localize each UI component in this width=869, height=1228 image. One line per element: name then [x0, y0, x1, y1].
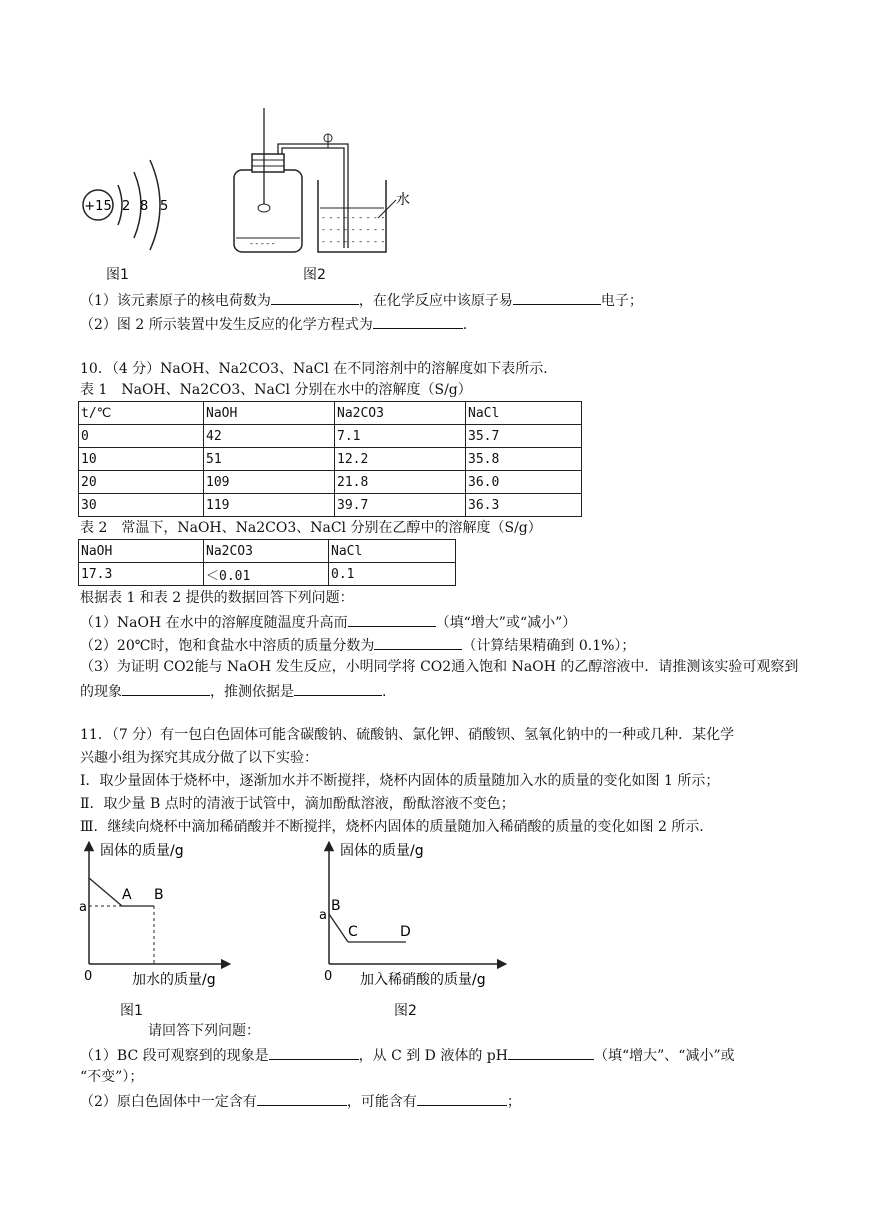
answer-blank-may-contain[interactable] — [417, 1091, 507, 1106]
q10-title: 10．（4 分）NaOH、Na2CO3、NaCl 在不同溶剂中的溶解度如下表所示． — [80, 361, 558, 377]
table-cell: 0 — [79, 425, 204, 448]
graph1-ylabel: 固体的质量/g — [100, 843, 184, 859]
q10-intro: 根据表 1 和表 2 提供的数据回答下列问题： — [80, 590, 354, 606]
answer-blank-trend[interactable] — [348, 612, 436, 627]
svg-text:- - - - - - - - -: - - - - - - - - - — [322, 225, 386, 234]
q11-part2: （2）原白色固体中一定含有 ，可能含有 ； — [80, 1091, 521, 1111]
graph2-point-B: B — [331, 898, 341, 914]
water-label: 水 — [396, 192, 410, 208]
table-cell: 39.7 — [335, 494, 466, 517]
apparatus-diagram — [228, 108, 428, 258]
table1-caption: 表 1 NaOH、Na2CO3、NaCl 分别在水中的溶解度（S/g） — [80, 382, 472, 398]
table-row — [79, 494, 582, 517]
answer-blank-ph[interactable] — [508, 1045, 594, 1060]
graph1-caption: 图1 — [120, 1003, 143, 1019]
table1-header-cell: NaOH — [204, 402, 335, 425]
table-cell: ＜0.01 — [204, 563, 329, 586]
table1-header-cell: t/℃ — [79, 402, 204, 425]
graph2-point-D: D — [400, 924, 411, 940]
table1-solubility-water — [78, 401, 582, 517]
table-cell: 42 — [204, 425, 335, 448]
graph1-point-A: A — [122, 887, 132, 903]
answer-blank-bc-phenomenon[interactable] — [269, 1045, 359, 1060]
table-cell: 0.1 — [329, 563, 456, 586]
shell-3-count: 5 — [160, 199, 169, 214]
table-row — [79, 563, 456, 586]
svg-text:- - - - -: - - - - - — [250, 239, 275, 248]
answer-blank-charge[interactable] — [271, 290, 359, 305]
table-cell: 10 — [79, 448, 204, 471]
q9-part2: （2）图 2 所示装置中发生反应的化学方程式为 . — [80, 314, 467, 334]
answer-blank-basis[interactable] — [294, 681, 382, 696]
table-cell: 36.0 — [466, 471, 582, 494]
graph2-point-C: C — [348, 924, 358, 940]
fig2-label: 图2 — [303, 267, 326, 283]
q11-part1: （1）BC 段可观察到的现象是 ，从 C 到 D 液体的 pH （填“增大”、“减小”或 — [80, 1045, 735, 1065]
q11-title: 11．（7 分）有一包白色固体可能含碳酸钠、硫酸钠、氯化钾、硝酸钡、氢氧化钠中的一种或几种．某化学 — [80, 727, 735, 743]
q11-title-cont: 兴趣小组为探究其成分做了以下实验： — [80, 750, 318, 766]
q10-part3-line1: （3）为证明 CO2能与 NaOH 发生反应，小明同学将 CO2通入饱和 NaOH 的乙醇溶液中．请推测该实验可观察到 — [80, 659, 799, 675]
q11-step1: Ⅰ．取少量固体于烧杯中，逐渐加水并不断搅拌，烧杯内固体的质量随加入水的质量的变化如图 1 所示； — [80, 773, 720, 789]
shell-1-count: 2 — [122, 199, 131, 214]
table1-header-row — [79, 402, 582, 425]
graph1-point-B: B — [154, 887, 164, 903]
table2-header-cell: Na2CO3 — [204, 540, 329, 563]
table1-header-cell: NaCl — [466, 402, 582, 425]
fig1-label: 图1 — [106, 267, 129, 283]
table-row — [79, 448, 582, 471]
table-cell: 17.3 — [79, 563, 204, 586]
q11-step3: Ⅲ．继续向烧杯中滴加稀硝酸并不断搅拌，烧杯内固体的质量随加入稀硝酸的质量的变化如图 2 所示． — [80, 819, 714, 835]
svg-text:- - - - - - - - -: - - - - - - - - - — [322, 213, 386, 222]
table-cell: 20 — [79, 471, 204, 494]
answer-blank-must-contain[interactable] — [257, 1091, 347, 1106]
table-cell: 12.2 — [335, 448, 466, 471]
shell-2-count: 8 — [140, 199, 149, 214]
table2-header-row — [79, 540, 456, 563]
q11-step2: Ⅱ．取少量 B 点时的清液于试管中，滴加酚酞溶液，酚酞溶液不变色； — [80, 796, 515, 812]
table-cell: 21.8 — [335, 471, 466, 494]
table2-solubility-ethanol — [78, 539, 456, 586]
answer-blank-mass-fraction[interactable] — [374, 635, 462, 650]
table2-header-cell: NaOH — [79, 540, 204, 563]
graph1-origin: 0 — [84, 969, 93, 984]
q9-part1: （1）该元素原子的核电荷数为 ，在化学反应中该原子易 电子； — [80, 290, 643, 310]
table-cell: 35.8 — [466, 448, 582, 471]
answer-blank-phenomenon[interactable] — [122, 681, 210, 696]
q11-ask: 请回答下列问题： — [148, 1023, 260, 1039]
table1-header-cell: Na2CO3 — [335, 402, 466, 425]
graph1-xlabel: 加水的质量/g — [132, 972, 216, 988]
graph2-caption: 图2 — [394, 1003, 417, 1019]
table-row — [79, 471, 582, 494]
table2-caption: 表 2 常温下，NaOH、Na2CO3、NaCl 分别在乙醇中的溶解度（S/g） — [80, 520, 542, 536]
table-cell: 7.1 — [335, 425, 466, 448]
table-cell: 119 — [204, 494, 335, 517]
graph2-a-label: a — [319, 908, 327, 923]
answer-blank-equation[interactable] — [373, 314, 463, 329]
q10-part1: （1）NaOH 在水中的溶解度随温度升高而 （填“增大”或“减小”） — [80, 612, 576, 632]
q10-part3-line2: 的现象 ，推测依据是 . — [80, 681, 386, 701]
answer-blank-electron[interactable] — [513, 290, 601, 305]
graph2-origin: 0 — [324, 969, 333, 984]
nucleus-charge: +15 — [84, 199, 112, 214]
table-cell: 35.7 — [466, 425, 582, 448]
graph2-solid-vs-nitric-acid — [318, 838, 518, 998]
atom-structure-diagram — [78, 140, 198, 280]
table-cell: 30 — [79, 494, 204, 517]
graph2-ylabel: 固体的质量/g — [340, 843, 424, 859]
graph1-solid-vs-water — [76, 838, 236, 998]
table2-header-cell: NaCl — [329, 540, 456, 563]
table-cell: 36.3 — [466, 494, 582, 517]
table-cell: 109 — [204, 471, 335, 494]
svg-text:- - - - - - - - -: - - - - - - - - - — [322, 237, 386, 246]
table-row — [79, 425, 582, 448]
graph1-a-label: a — [79, 900, 87, 915]
q10-part2: （2）20℃时，饱和食盐水中溶质的质量分数为 （计算结果精确到 0.1%）； — [80, 635, 635, 655]
graph2-xlabel: 加入稀硝酸的质量/g — [360, 972, 486, 988]
q11-part1-cont: “不变”）； — [80, 1069, 144, 1085]
table-cell: 51 — [204, 448, 335, 471]
